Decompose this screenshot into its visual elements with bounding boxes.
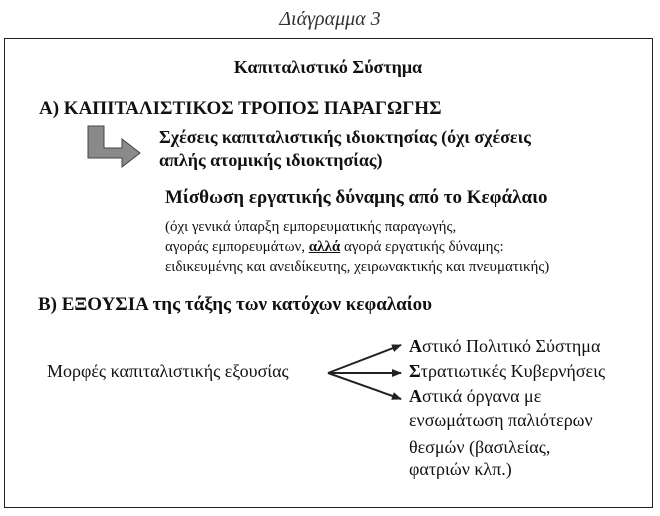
forms-of-power-label: Μορφές καπιταλιστικής εξουσίας bbox=[47, 361, 289, 381]
note-emphasis: αλλά bbox=[308, 239, 341, 255]
branch-3-initial: Α bbox=[409, 386, 422, 406]
branch-2-initial: Σ bbox=[409, 361, 421, 381]
branch-1-rest: στικό Πολιτικό Σύστημα bbox=[422, 336, 601, 356]
section-a-heading: Α) ΚΑΠΙΤΑΛΙΣΤΙΚΟΣ ΤΡΟΠΟΣ ΠΑΡΑΓΩΓΗΣ bbox=[39, 98, 442, 119]
arrow-to-political-system bbox=[328, 345, 401, 373]
branch-bourgeois-organs-line-4: φατριών κλπ.) bbox=[409, 459, 512, 479]
note-line-1: (όχι γενικά ύπαρξη εμπορευματικής παραγωγής, bbox=[165, 219, 457, 235]
ownership-relations-line-1: Σχέσεις καπιταλιστικής ιδιοκτησίας (όχι σχέσεις bbox=[159, 127, 531, 147]
note-line-2-start: αγοράς εμπορευμάτων, bbox=[165, 239, 309, 255]
branch-3-rest: στικά όργανα με bbox=[422, 386, 542, 406]
diagram-caption: Διάγραμμα 3 bbox=[279, 8, 381, 30]
wage-labour-heading: Μίσθωση εργατικής δύναμης από το Κεφάλαιο bbox=[165, 187, 548, 208]
arrow-to-bourgeois-organs bbox=[328, 373, 401, 399]
ownership-relations-line-2: απλής ατομικής ιδιοκτησίας) bbox=[159, 150, 383, 170]
branch-1-initial: Α bbox=[409, 336, 422, 356]
section-b-heading: Β) ΕΞΟΥΣΙΑ της τάξης των κατόχων κεφαλαίου bbox=[38, 294, 433, 315]
branch-2-rest: τρατιωτικές Κυβερνήσεις bbox=[420, 361, 606, 381]
note-line-3: ειδικευμένης και ανειδίκευτης, χειρωνακτικής και πνευματικής) bbox=[165, 259, 550, 275]
bent-right-arrow-icon bbox=[88, 126, 140, 167]
branch-bourgeois-organs-line-3: θεσμών (βασιλείας, bbox=[409, 437, 551, 457]
diagram-title: Καπιταλιστικό Σύστημα bbox=[233, 57, 423, 77]
branch-bourgeois-organs-line-2: ενσωμάτωση παλιότερων bbox=[409, 410, 593, 430]
note-line-2-end: αγορά εργατικής δύναμης: bbox=[340, 239, 504, 255]
